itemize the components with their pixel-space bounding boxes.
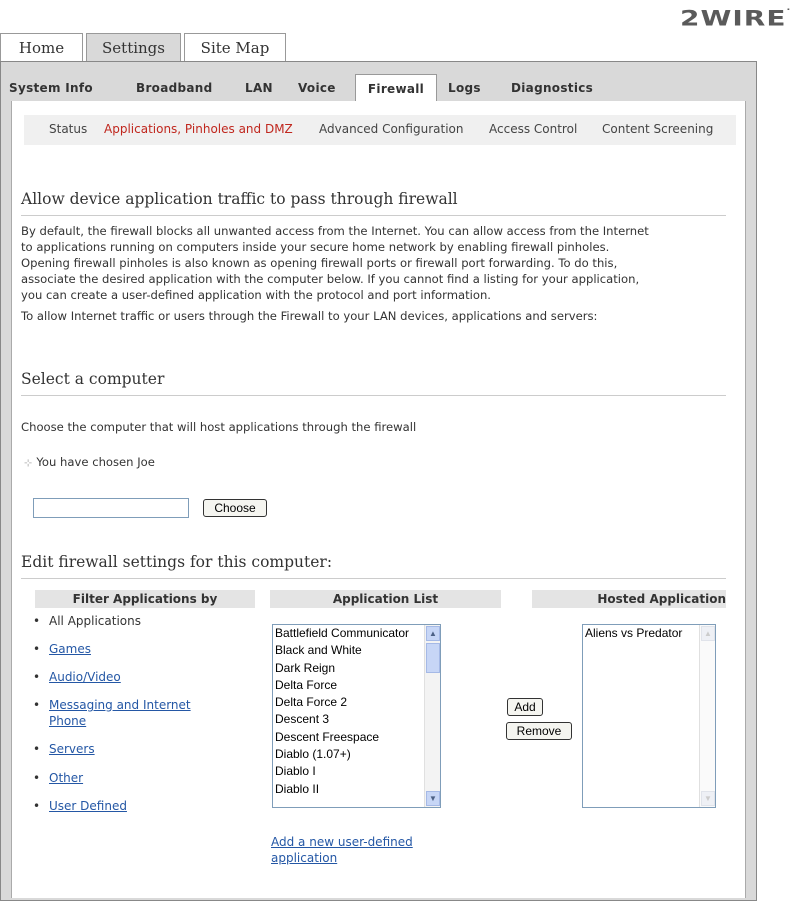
allow-traffic-heading: Allow device application traffic to pass through firewall: [21, 190, 458, 208]
subnav-content-screening[interactable]: Content Screening: [602, 122, 714, 136]
bullet: •: [33, 642, 41, 656]
description-line: By default, the firewall blocks all unwanted access from the Internet. You can allow access from the Internet: [21, 224, 649, 238]
list-item[interactable]: Diablo I: [275, 764, 316, 779]
description-line: associate the desired application with the computer below. If you cannot find a listing for your application,: [21, 272, 640, 286]
filter-games[interactable]: [33, 641, 91, 657]
top-tab-bar: [0, 33, 757, 62]
subnav-status[interactable]: Status: [49, 122, 88, 136]
filter-user-defined[interactable]: [33, 798, 127, 814]
link-line[interactable]: application: [271, 851, 338, 865]
edit-firewall-heading: Edit firewall settings for this computer:: [21, 553, 333, 571]
hosted-list-scrollbar[interactable]: [699, 625, 715, 807]
computer-name-input[interactable]: [33, 498, 189, 518]
subnav-applications-pinholes-dmz[interactable]: Applications, Pinholes and DMZ: [104, 122, 293, 136]
scroll-thumb[interactable]: [426, 643, 440, 673]
tab-home[interactable]: Home: [0, 33, 83, 61]
subtab-firewall[interactable]: Firewall: [355, 74, 437, 102]
bullet: •: [33, 670, 41, 684]
subtab-logs[interactable]: Logs: [448, 81, 481, 95]
filter-servers[interactable]: [33, 741, 95, 757]
chosen-computer-text: You have chosen Joe: [36, 455, 155, 469]
sub-tab-bar: [0, 74, 757, 102]
scroll-down-icon[interactable]: ▼: [701, 791, 715, 806]
filter-audio-video-link[interactable]: Audio/Video: [49, 670, 121, 684]
filter-games-link[interactable]: Games: [49, 642, 91, 656]
subtab-lan[interactable]: LAN: [245, 81, 273, 95]
bullet: •: [33, 771, 41, 785]
scroll-up-icon[interactable]: ▲: [701, 626, 715, 641]
list-item[interactable]: Battlefield Communicator: [275, 626, 410, 640]
divider: [21, 578, 726, 579]
subtab-system-info[interactable]: System Info: [9, 81, 93, 95]
filter-user-defined-link[interactable]: User Defined: [49, 799, 127, 813]
filter-messaging-internet-phone[interactable]: [33, 697, 191, 729]
subnav-advanced-configuration[interactable]: Advanced Configuration: [319, 122, 464, 136]
list-item[interactable]: Diablo (1.07+): [275, 747, 351, 762]
subnav-access-control[interactable]: Access Control: [489, 122, 578, 136]
divider: [21, 215, 726, 216]
firewall-description: [21, 223, 736, 303]
list-item[interactable]: Dark Reign: [275, 660, 336, 675]
network-icon: ⊹: [24, 458, 33, 469]
firewall-subnav: [24, 115, 736, 145]
filter-other-link[interactable]: Other: [49, 771, 84, 785]
select-computer-heading: Select a computer: [21, 370, 165, 388]
scroll-down-icon[interactable]: ▼: [426, 791, 440, 806]
list-item[interactable]: Aliens vs Predator: [585, 626, 683, 640]
application-listbox[interactable]: [272, 624, 441, 808]
filter-other[interactable]: [33, 770, 84, 786]
list-item[interactable]: Diablo II: [275, 781, 320, 796]
subtab-broadband[interactable]: Broadband: [136, 81, 213, 95]
bullet: •: [33, 698, 41, 712]
subtab-diagnostics[interactable]: Diagnostics: [511, 81, 594, 95]
2wire-logo: [680, 6, 791, 31]
trademark: ·: [786, 6, 791, 15]
list-item[interactable]: Delta Force: [275, 677, 338, 692]
description-line: you can create a user-defined application with the protocol and port information.: [21, 288, 491, 302]
filter-all-applications[interactable]: [33, 613, 141, 629]
filter-messaging-link-line2[interactable]: Phone: [49, 714, 87, 728]
hosted-application-header: Hosted Application: [532, 590, 726, 608]
list-item[interactable]: Descent 3: [275, 712, 330, 727]
allow-traffic-instruction: To allow Internet traffic or users through the Firewall to your LAN devices, applications and servers:: [21, 309, 598, 323]
hosted-application-listbox[interactable]: [582, 624, 716, 808]
remove-button[interactable]: Remove: [506, 722, 572, 740]
content-panel: [11, 101, 746, 898]
bullet: •: [33, 799, 41, 813]
bullet: •: [33, 742, 41, 756]
divider: [21, 395, 726, 396]
add-user-defined-application-link[interactable]: [271, 834, 413, 866]
scroll-up-icon[interactable]: ▲: [426, 626, 440, 641]
filter-messaging-link[interactable]: Messaging and Internet: [49, 698, 191, 712]
filter-label: All Applications: [49, 614, 141, 628]
filter-audio-video[interactable]: [33, 669, 121, 685]
application-list-header: Application List: [270, 590, 501, 608]
tab-settings[interactable]: Settings: [86, 33, 181, 61]
chosen-computer-status: [24, 454, 155, 472]
subtab-voice[interactable]: Voice: [298, 81, 336, 95]
bullet: •: [33, 614, 41, 628]
logo-text: 2WIRE: [680, 6, 787, 31]
description-line: to applications running on computers inside your secure home network by enabling firewall pinholes.: [21, 240, 610, 254]
select-computer-description: Choose the computer that will host applications through the firewall: [21, 420, 417, 434]
add-button[interactable]: Add: [507, 698, 543, 716]
tab-site-map[interactable]: Site Map: [184, 33, 286, 61]
filter-column-header: Filter Applications by: [35, 590, 255, 608]
link-line[interactable]: Add a new user-defined: [271, 835, 413, 849]
choose-button[interactable]: Choose: [203, 499, 267, 517]
application-list-scrollbar[interactable]: [424, 625, 440, 807]
filter-servers-link[interactable]: Servers: [49, 742, 95, 756]
list-item[interactable]: Delta Force 2: [275, 695, 348, 710]
list-item[interactable]: Black and White: [275, 643, 362, 658]
description-line: Opening firewall pinholes is also known as opening firewall ports or firewall port forwarding. To do this,: [21, 256, 618, 270]
list-item[interactable]: Descent Freespace: [275, 729, 380, 744]
